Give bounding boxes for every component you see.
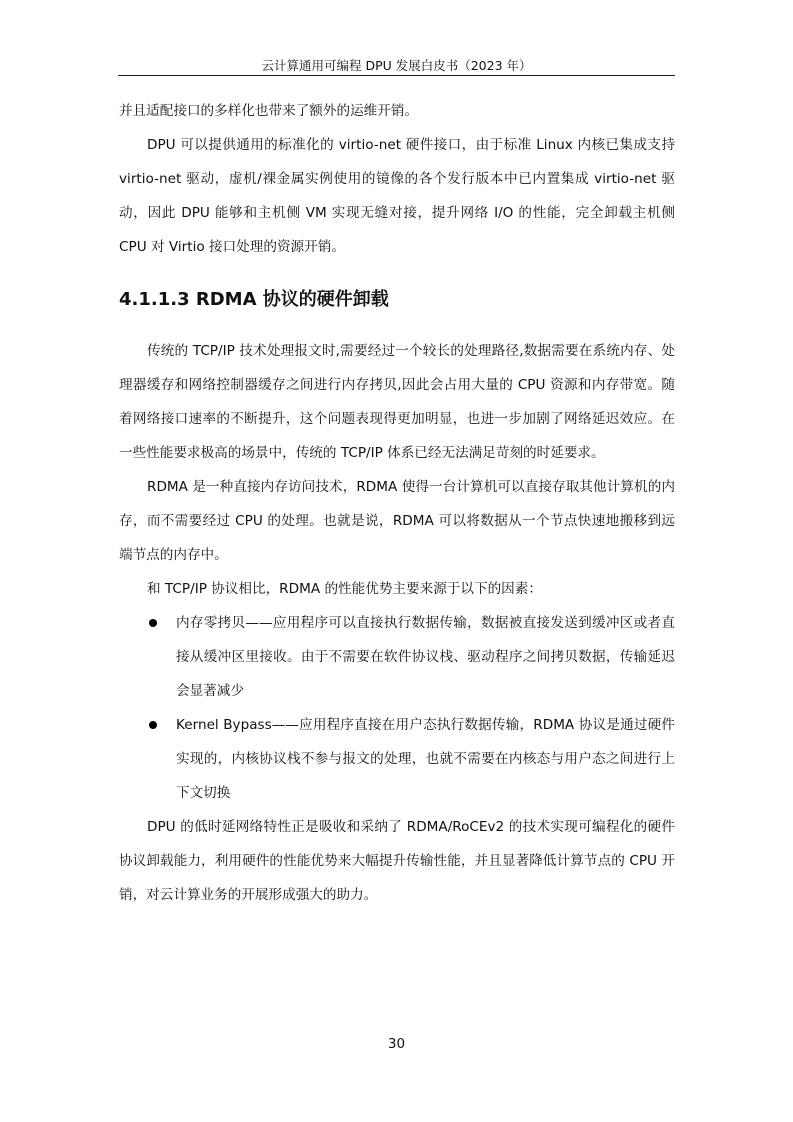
bullet-icon xyxy=(149,619,157,627)
paragraph-continued: 并且适配接口的多样化也带来了额外的运维开销。 xyxy=(119,103,419,119)
list-item xyxy=(119,708,675,810)
section-heading: 4.1.1.3 RDMA 协议的硬件卸载 xyxy=(119,289,389,310)
list-item-text: Kernel Bypass——应用程序直接在用户态执行数据传输，RDMA 协议是通过硬件实现的，内核协议栈不参与报文的处理，也就不需要在内核态与用户态之间进行上下文切换 xyxy=(176,717,675,801)
paragraph-rdma: RDMA 是一种直接内存访问技术，RDMA 使得一台计算机可以直接存取其他计算机的内存，而不需要经过 CPU 的处理。也就是说，RDMA 可以将数据从一个节点快速地搬移到远端节点的内存中。 xyxy=(119,479,675,563)
page-number: 30 xyxy=(387,1036,406,1052)
running-header: 云计算通用可编程 DPU 发展白皮书（2023 年） xyxy=(261,58,532,73)
page-body xyxy=(119,94,675,912)
bullet-icon xyxy=(149,721,157,729)
advantage-list xyxy=(119,606,675,810)
paragraph-virtio: DPU 可以提供通用的标准化的 virtio-net 硬件接口，由于标准 Linux 内核已集成支持 virtio-net 驱动，虚机/裸金属实例使用的镜像的各个发行版本中已内置集成 virtio-net 驱动，因此 DPU 能够和主机侧 VM 实现无缝对接，提升网络 I/O 的性能，完全卸载主机侧 CPU 对 Virtio 接口处理的资源开销。 xyxy=(119,137,675,255)
list-item xyxy=(119,606,675,708)
header-divider xyxy=(118,75,675,76)
paragraph-tcpip: 传统的 TCP/IP 技术处理报文时,需要经过一个较长的处理路径,数据需要在系统内存、处理器缓存和网络控制器缓存之间进行内存拷贝,因此会占用大量的 CPU 资源和内存带宽。随着网络接口速率的不断提升，这个问题表现得更加明显，也进一步加剧了网络延迟效应。在一些性能要求极高的场景中，传统的 TCP/IP 体系已经无法满足苛刻的时延要求。 xyxy=(119,343,675,461)
paragraph-compare: 和 TCP/IP 协议相比，RDMA 的性能优势主要来源于以下的因素： xyxy=(147,581,542,597)
list-item-text: 内存零拷贝——应用程序可以直接执行数据传输，数据被直接发送到缓冲区或者直接从缓冲区里接收。由于不需要在软件协议栈、驱动程序之间拷贝数据，传输延迟会显著减少 xyxy=(176,615,675,699)
paragraph-conclusion: DPU 的低时延网络特性正是吸收和采纳了 RDMA/RoCEv2 的技术实现可编程化的硬件协议卸载能力，利用硬件的性能优势来大幅提升传输性能，并且显著降低计算节点的 CPU 开销，对云计算业务的开展形成强大的助力。 xyxy=(119,819,675,903)
